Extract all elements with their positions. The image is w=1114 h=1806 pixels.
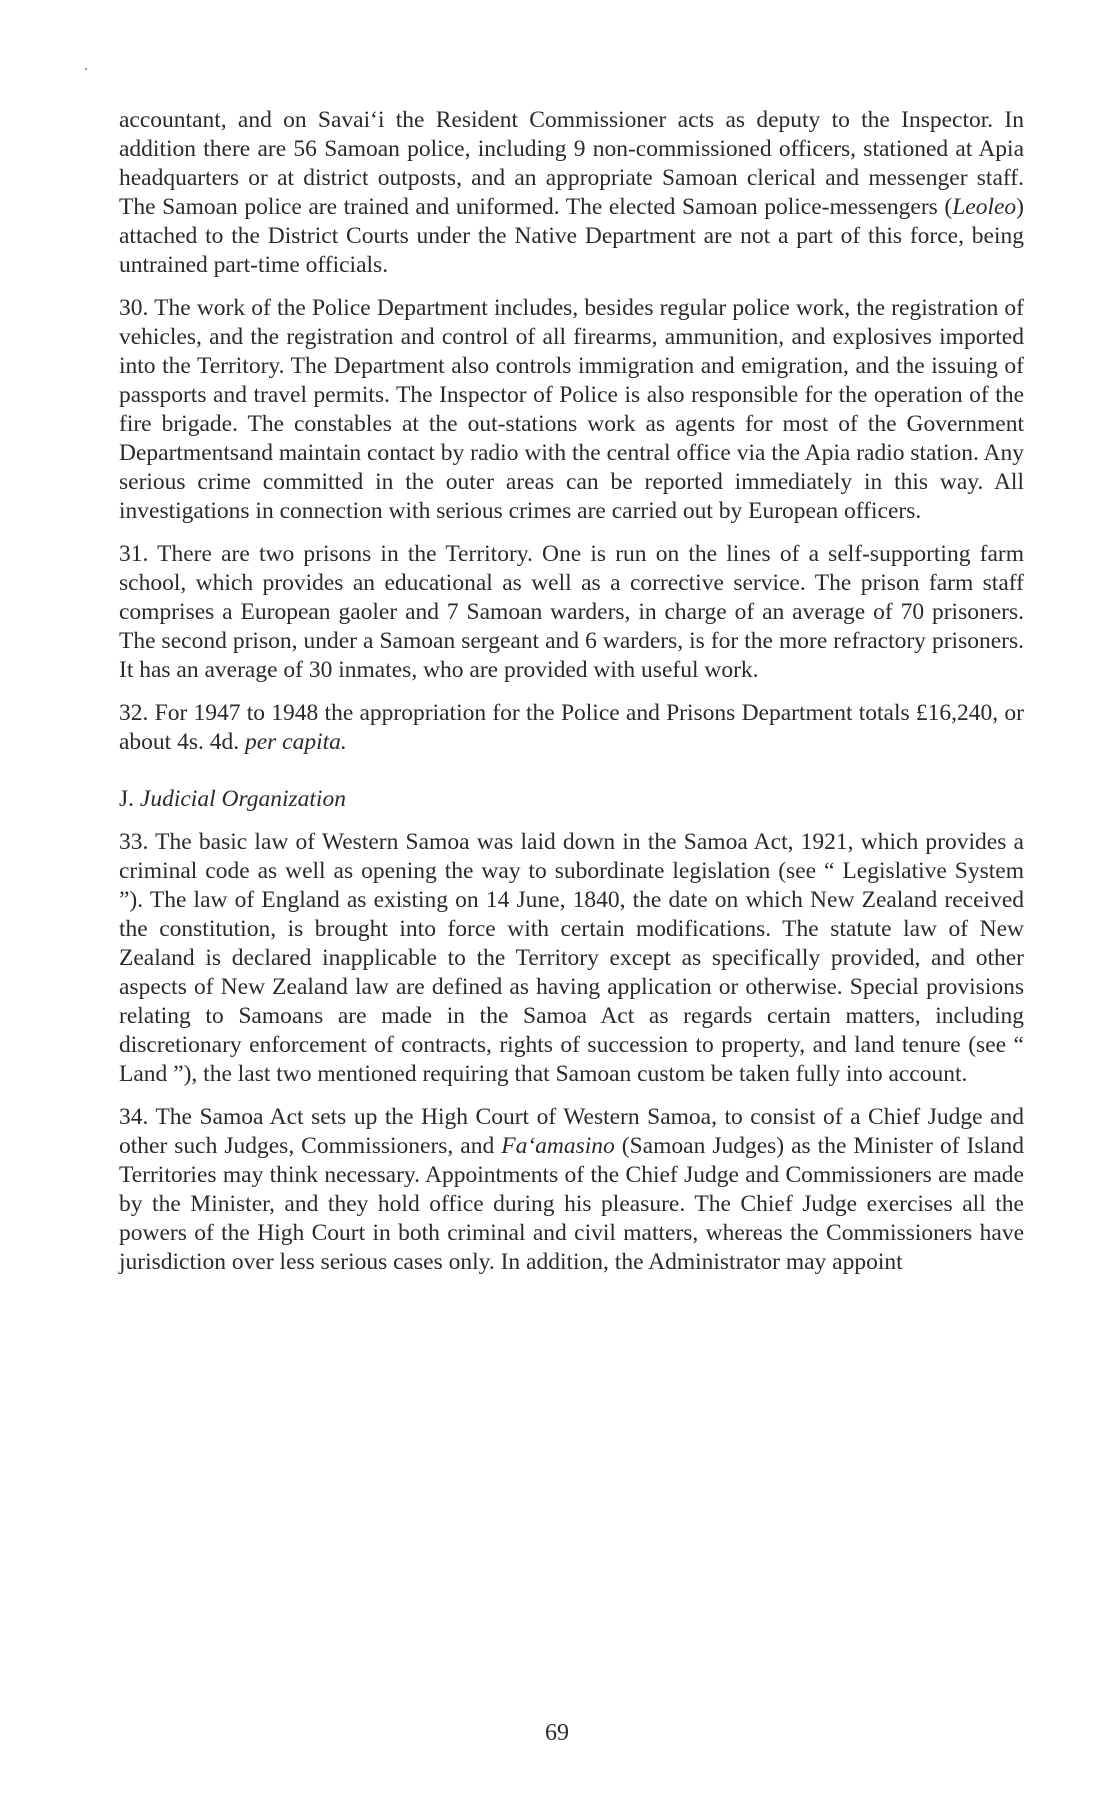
section-letter: J.: [119, 786, 135, 812]
paragraph-30: 30. The work of the Police Department includes, besides regular police work, the registration of vehicles, and the registration and control of all firearms, ammunition, and explosives imported into the Territory. The Department also controls immigration and emigration, and the issuing of passports and travel permits. The Inspector of Police is also responsible for the operation of the fire brigade. The constables at the out-stations work as agents for most of the Government Departmentsand maintain contact by radio with the central office via the Apia radio station. Any serious crime committed in the outer areas can be reported immediately in this way. All investigations in connection with serious crimes are carried out by European officers.: [119, 295, 1024, 524]
paragraph-31: 31. There are two prisons in the Territory. One is run on the lines of a self-supporting farm school, which provides an educational as well as a corrective service. The prison farm staff comprises a European gaoler and 7 Samoan warders, in charge of an average of 70 prisoners. The second prison, under a Samoan sergeant and 6 warders, is for the more refractory prisoners. It has an average of 30 inmates, who are provided with useful work.: [119, 541, 1024, 683]
scan-speck: [85, 68, 87, 70]
paragraph-29-continued: [119, 106, 1024, 280]
italic-term-leoleo: Leoleo: [952, 194, 1017, 220]
paragraph-text: (Samoan Judges) as the Minister of Island Territories may think necessary. Appointments of the Chief Judge and Commissioners are made by the Minister, and they hold office during his pleasure. The Chief Judge exercises all the powers of the High Court in both criminal and civil matters, whereas the Commissioners have jurisdiction over less serious cases only. In addition, the Administrator may appoint: [119, 1133, 1024, 1275]
section-title: Judicial Organization: [139, 786, 346, 812]
paragraph-34: [119, 1103, 1024, 1277]
section-heading: [119, 785, 1024, 814]
paragraph-33: 33. The basic law of Western Samoa was laid down in the Samoa Act, 1921, which provides a criminal code as well as opening the way to subordinate legislation (see “ Legislative System ”). The law of England as existing on 14 June, 1840, the date on which New Zealand received the constitution, is brought into force with certain modifications. The statute law of New Zealand is declared inapplicable to the Territory except as specifically provided, and other aspects of New Zealand law are defined as having application or otherwise. Special provisions relating to Samoans are made in the Samoa Act as regards certain matters, including discretionary enforcement of contracts, rights of succession to property, and land tenure (see “ Land ”), the last two mentioned requiring that Samoan custom be taken fully into account.: [119, 829, 1024, 1087]
paragraph-text: 34. The Samoa Act sets up the High Court of Western Samoa, to consist of a Chief Judge and other such Judges, Commissioners, and: [119, 1104, 1024, 1159]
paragraph-32: [119, 699, 1024, 757]
paragraph-text: 32. For 1947 to 1948 the appropriation for the Police and Prisons Department totals £16,240, or about 4s. 4d.: [119, 700, 1024, 755]
paragraph-text: ) attached to the District Courts under the Native Department are not a part of this force, being untrained part-time officials.: [119, 194, 1024, 278]
document-page: [119, 106, 1024, 1291]
paragraph-text: accountant, and on Savai‘i the Resident Commissioner acts as deputy to the Inspector. In addition there are 56 Samoan police, including 9 non-commissioned officers, stationed at Apia headquarters or at district outposts, and an appropriate Samoan clerical and messenger staff. The Samoan police are trained and uniformed. The elected Samoan police-messengers (: [119, 107, 1024, 220]
italic-term-per-capita: per capita.: [244, 729, 347, 755]
italic-term-faamasino: Fa‘amasino: [501, 1133, 615, 1159]
page-number: 69: [545, 1720, 569, 1746]
